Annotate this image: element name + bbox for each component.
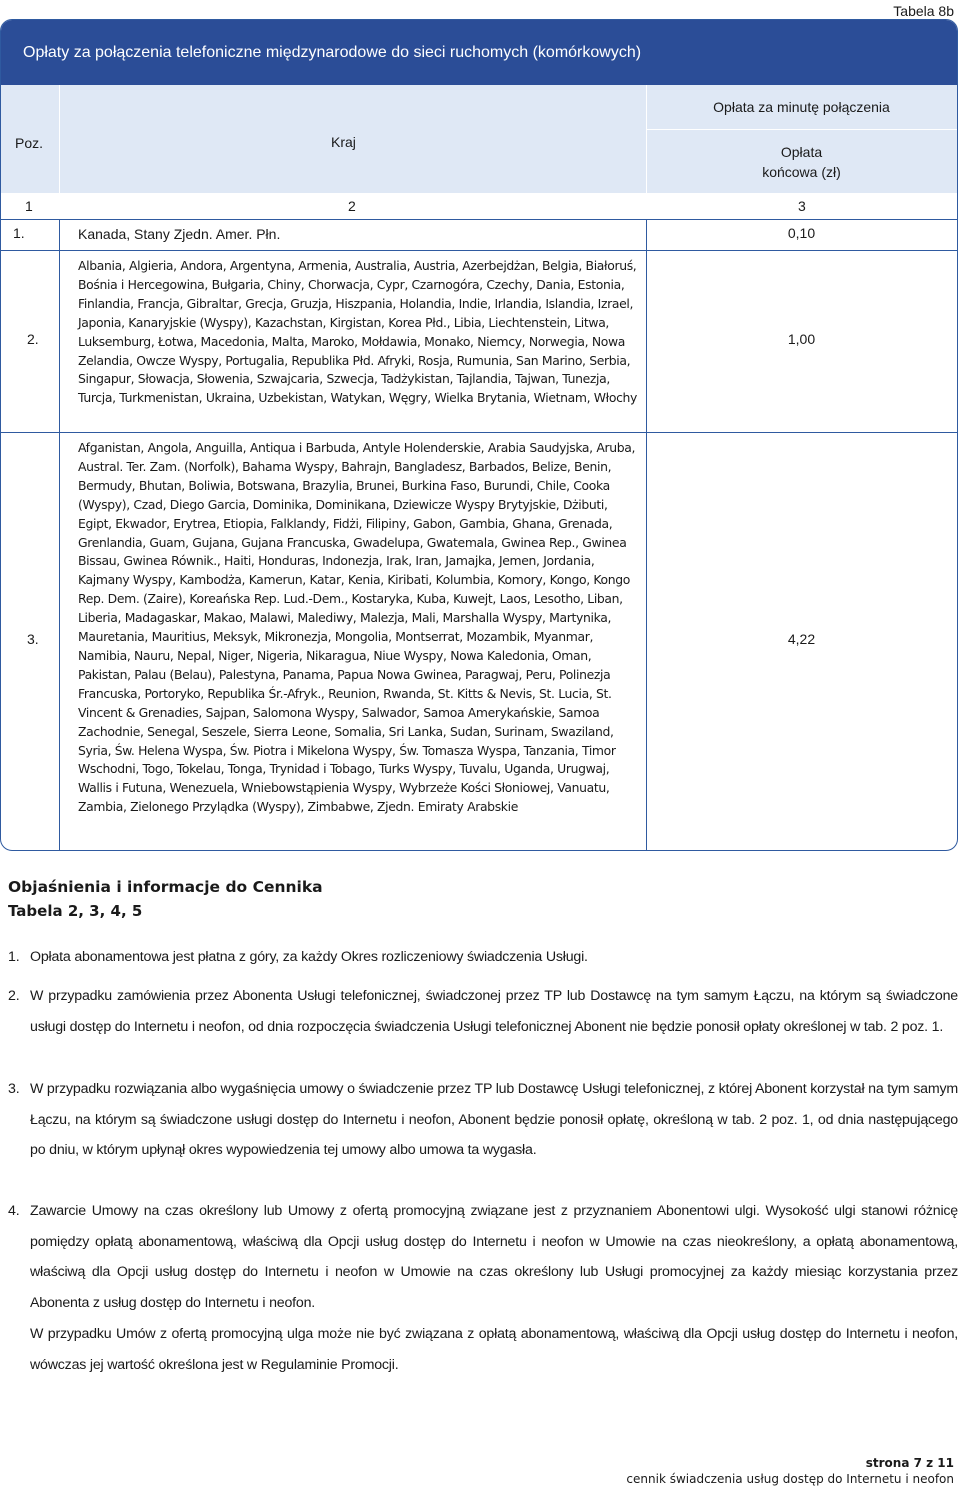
header-fee-line2: końcowa (zł) <box>762 163 841 180</box>
note-text: W przypadku zamówienia przez Abonenta Usługi telefonicznej, świadczonej przez TP lub Dostawcę na tym samym Łączu, na którym są świadczone usługi dostęp do Internetu i neofon, od dnia rozpoczęcia świadczenia Usługi telefonicznej Abonent nie będzie ponosił opłaty określonej w tab. 2 poz. 1. <box>30 988 958 1035</box>
note-number: 1. <box>8 949 20 965</box>
note-item <box>8 942 950 973</box>
notes-subheading: Tabela 2, 3, 4, 5 <box>8 902 143 920</box>
column-number-2: 2 <box>348 198 356 214</box>
row-position: 3. <box>27 631 39 647</box>
table-row <box>1 251 957 433</box>
note-number: 4. <box>8 1203 20 1219</box>
row-fee: 0,10 <box>787 225 816 241</box>
table-header <box>1 85 957 193</box>
row-fee: 1,00 <box>787 331 816 347</box>
row-countries: Afganistan, Angola, Anguilla, Antiqua i Barbuda, Antyle Holenderskie, Arabia Saudyjska, Aruba, Austral. Ter. Zam. (Norfolk), Bahama Wyspy, Bahrajn, Bangladesz, Barbados, Belize, Benin, Bermudy, Bhutan, Boliwia, Botswana, Brazylia, Brunei, Burkina Faso, Burundi, Chile, Cooka (Wyspy), Czad, Diego Garcia, Dominika, Dominikana, Dziewicze Wyspy Brytyjskie, Dżibuti, Egipt, Ekwador, Erytrea, Etiopia, Falklandy, Fidżi, Filipiny, Gabon, Gambia, Ghana, Grenada, Grenlandia, Guam, Gujana, Gujana Francuska, Gwadelupa, Gwatemala, Gwinea Rep., Gwinea Bissau, Gwinea Równik., Haiti, Honduras, Indonezja, Irak, Iran, Jamajka, Jemen, Jordania, Kajmany Wyspy, Kambodża, Kamerun, Katar, Kenia, Kiribati, Kolumbia, Komory, Kongo, Kongo Rep. Dem. (Zaire), Koreańska Rep. Lud.-Dem., Kostaryka, Kuba, Kuwejt, Laos, Lesotho, Liban, Liberia, Madagaskar, Makao, Malawi, Malediwy, Malezja, Mali, Marshalla Wyspy, Martynika, Mauretania, Mauritius, Meksyk, Mikronezja, Mongolia, Montserrat, Mozambik, Myanmar, Namibia, Nauru, Nepal, Niger, Nigeria, Nikaragua, Niue Wyspy, Nowa Kaledonia, Oman, Pakistan, Palau (Belau), Palestyna, Panama, Papua Nowa Gwinea, Paragwaj, Peru, Polinezja Francuska, Portoryko, Republika Śr.-Afryk., Reunion, Rwanda, St. Kitts & Nevis, St. Lucia, St. Vincent & Grenadies, Sajpan, Salomona Wyspy, Salwador, Samoa Amerykańskie, Samoa Zachodnie, Senegal, Seszele, Sierra Leone, Somalia, Sri Lanka, Sudan, Surinam, Swaziland, Syria, Św. Helena Wyspa, Św. Piotra i Mikelona Wyspy, Św. Tomasza Wyspa, Tanzania, Timor Wschodni, Togo, Tokelau, Tonga, Trynidad i Tobago, Turks Wyspy, Tuvalu, Uganda, Urugwaj, Wallis i Futuna, Wenezuela, Wniebowstąpienia Wyspy, Wybrzeże Kości Słoniowej, Vanuatu, Zambia, Zielonego Przylądka (Wyspy), Zimbabwe, Zjedn. Emiraty Arabskie <box>78 440 636 815</box>
header-fee <box>646 130 957 193</box>
header-poz: Poz. <box>15 135 44 151</box>
table-title-text: Opłaty za połączenia telefoniczne międzynarodowe do sieci ruchomych (komórkowych) <box>23 43 642 61</box>
column-number-1: 1 <box>25 198 33 214</box>
header-fee-group: Opłata za minutę połączenia <box>646 85 957 130</box>
page-number: strona 7 z 11 <box>865 1456 954 1470</box>
note-number: 3. <box>8 1081 20 1097</box>
note-number: 2. <box>8 988 20 1004</box>
header-kraj: Kraj <box>331 134 356 150</box>
note-text: W przypadku rozwiązania albo wygaśnięcia umowy o świadczenie przez TP lub Dostawcę Usługi telefonicznej, z której Abonent korzystał na tym samym Łączu, na którym są świadczone usługi dostęp do Internetu i neofon, Abonent będzie ponosił opłatę, określoną w tab. 2 poz. 1, od dnia następującego po dniu, w którym upłynął okres wypowiedzenia tej umowy albo umowa ta wygasła. <box>30 1081 958 1158</box>
row-countries: Albania, Algieria, Andora, Argentyna, Armenia, Australia, Austria, Azerbejdżan, Belgia, Białoruś, Bośnia i Hercegowina, Bułgaria, Chiny, Chorwacja, Cypr, Czarnogóra, Czechy, Dania, Estonia, Finlandia, Francja, Gibraltar, Grecja, Gruzja, Hiszpania, Holandia, Indie, Irlandia, Islandia, Izrael, Japonia, Kanaryjskie (Wyspy), Kazachstan, Kirgistan, Korea Płd., Libia, Liechtenstein, Litwa, Luksemburg, Łotwa, Macedonia, Malta, Maroko, Mołdawia, Monako, Niemcy, Norwegia, Nowa Zelandia, Owcze Wyspy, Portugalia, Republika Płd. Afryki, Rosja, Rumunia, San Marino, Serbia, Singapur, Słowacja, Słowenia, Szwajcaria, Szwecja, Tadżykistan, Tajlandia, Tajwan, Tunezja, Turcja, Turkmenistan, Ukraina, Uzbekistan, Watykan, Węgry, Wielka Brytania, Wietnam, Włochy <box>78 258 638 406</box>
table-row <box>1 220 957 251</box>
row-position: 1. <box>13 225 25 241</box>
page-footer <box>626 1455 954 1487</box>
table-row <box>1 433 957 851</box>
note-extra-paragraph <box>30 1319 958 1380</box>
row-fee: 4,22 <box>787 631 816 647</box>
note-text: Opłata abonamentowa jest płatna z góry, za każdy Okres rozliczeniowy świadczenia Usługi. <box>30 949 588 965</box>
table-tag: Tabela 8b <box>893 3 954 19</box>
fee-table <box>0 19 958 851</box>
note-text: Zawarcie Umowy na czas określony lub Umowy z ofertą promocyjną związane jest z przyznaniem Abonentowi ulgi. Wysokość ulgi stanowi różnicę pomiędzy opłatą abonamentową, właściwą dla Opcji usług dostęp do Internetu i neofon w Umowie na czas nieokreślony, a opłatą abonamentową, właściwą dla Opcji usług dostęp do Internetu i neofon w Umowie na czas określony lub Usługi promocyjnej za każdy miesiąc korzystania przez Abonenta z usług dostęp do Internetu i neofon. <box>30 1203 958 1311</box>
row-countries: Kanada, Stany Zjedn. Amer. Płn. <box>78 226 281 242</box>
table-title <box>1 20 957 85</box>
document-name: cennik świadczenia usług dostęp do Internetu i neofon <box>626 1472 954 1486</box>
note-item <box>8 1074 958 1166</box>
column-number-row <box>1 193 957 220</box>
notes-heading: Objaśnienia i informacje do Cennika <box>8 878 323 896</box>
column-number-3: 3 <box>798 198 806 214</box>
note-item <box>8 981 958 1042</box>
note-item <box>8 1196 958 1318</box>
header-fee-line1: Opłata <box>780 143 823 160</box>
notes-section <box>8 878 958 920</box>
row-position: 2. <box>27 331 39 347</box>
note-text: W przypadku Umów z ofertą promocyjną ulga może nie być związana z opłatą abonamentową, właściwą dla Opcji usług dostęp do Internetu i neofon, wówczas jej wartość określona jest w Regulaminie Promocji. <box>30 1326 958 1373</box>
